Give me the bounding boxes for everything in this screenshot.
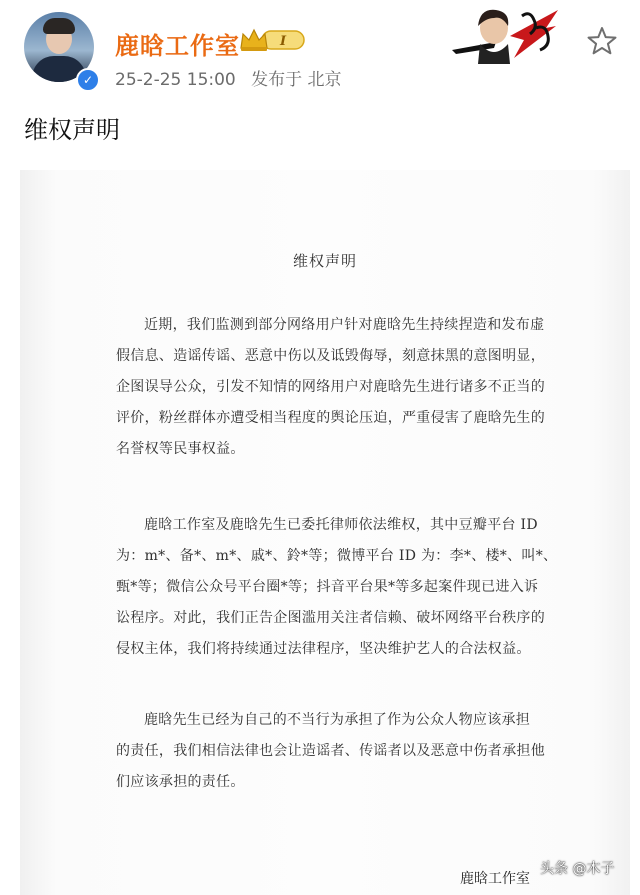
post-date: 25-2-25 15:00 — [115, 70, 236, 90]
watermark: 头条 @木子 — [540, 861, 615, 877]
decorative-card-image — [450, 6, 560, 66]
post-location: 发布于 北京 — [251, 70, 342, 90]
paragraph-line: 名誉权等民事权益。 — [116, 441, 245, 457]
paragraph-line: 鹿晗工作室及鹿晗先生已委托律师依法维权，其中豆瓣平台 ID — [144, 517, 538, 533]
paragraph-line: 侵权主体，我们将持续通过法律程序，坚决维护艺人的合法权益。 — [116, 641, 531, 657]
post-meta — [115, 65, 352, 90]
post-text: 维权声明 — [24, 116, 120, 144]
paragraph-line: 近期，我们监测到部分网络用户针对鹿晗先生持续捏造和发布虚 — [144, 317, 545, 333]
crown-vip-badge-icon[interactable] — [238, 26, 306, 54]
paragraph-line: 企图误导公众，引发不知情的网络用户对鹿晗先生进行诸多不正当的 — [116, 379, 545, 395]
paragraph-line: 假信息、造谣传谣、恶意中伤以及诋毁侮辱，刻意抹黑的意图明显， — [116, 348, 545, 364]
statement-document-image[interactable] — [20, 170, 630, 895]
document-title: 维权声明 — [292, 252, 357, 270]
star-icon[interactable] — [585, 24, 619, 58]
document-signature: 鹿晗工作室 — [460, 871, 530, 887]
vip-level: I — [279, 34, 287, 49]
paragraph-line: 评价，粉丝群体亦遭受相当程度的舆论压迫，严重侵害了鹿晗先生的 — [116, 410, 545, 426]
paragraph-line: 讼程序。对此，我们正告企图滥用关注者信赖、破坏网络平台秩序的 — [116, 610, 545, 626]
verified-check-icon: ✓ — [76, 68, 100, 92]
document-paragraph-2 — [116, 510, 558, 665]
paragraph-line: 为：m*、备*、m*、戚*、鈴*等；微博平台 ID 为：李*、楼*、叫*、 — [116, 548, 558, 564]
paragraph-line: 甄*等；微信公众号平台圈*等；抖音平台果*等多起案件现已进入诉 — [116, 579, 539, 595]
document-paragraph-1 — [116, 310, 554, 465]
paragraph-line: 的责任，我们相信法律也会让造谣者、传谣者以及恶意中伤者承担他 — [116, 743, 545, 759]
paragraph-line: 鹿晗先生已经为自己的不当行为承担了作为公众人物应该承担 — [144, 712, 531, 728]
user-name[interactable]: 鹿晗工作室 — [115, 32, 240, 60]
avatar-hair — [43, 18, 75, 34]
paragraph-line: 们应该承担的责任。 — [116, 774, 245, 790]
document-paragraph-3 — [116, 705, 554, 798]
post-header — [0, 0, 640, 100]
